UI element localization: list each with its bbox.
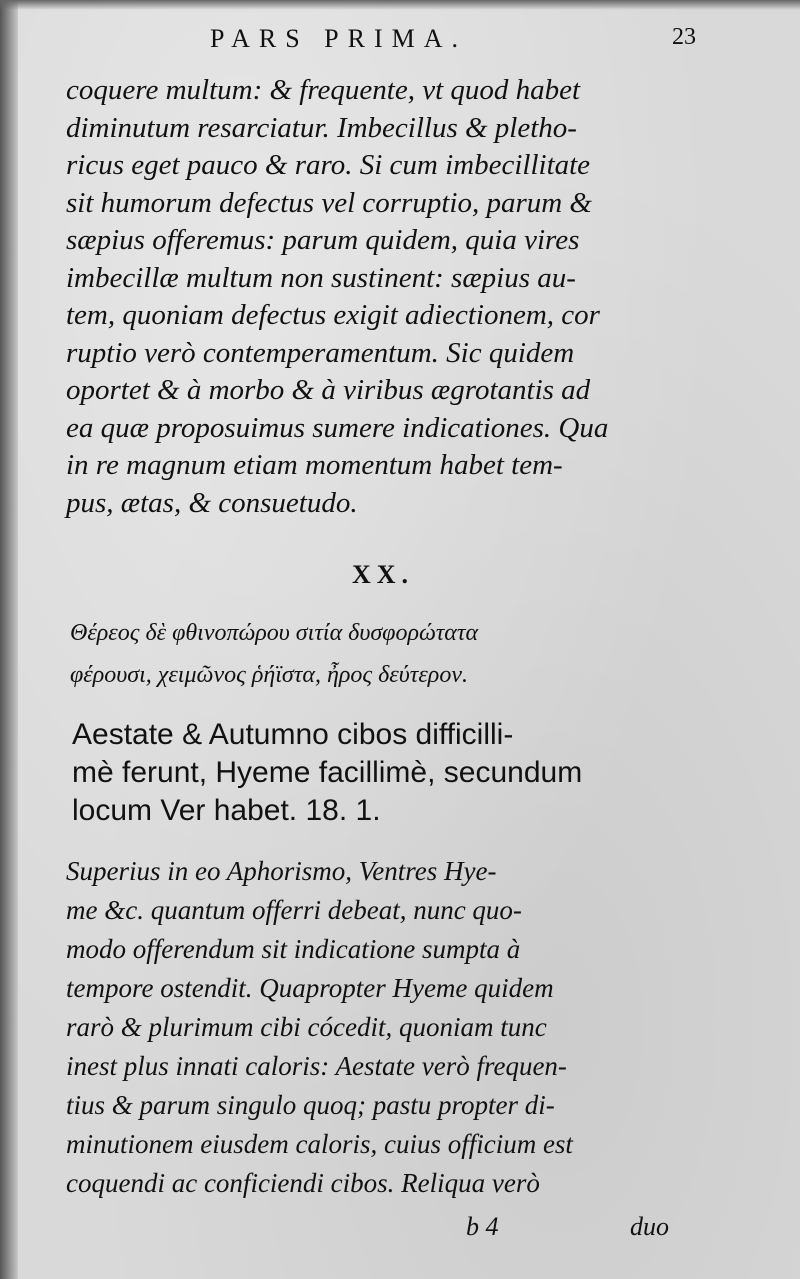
text-line: tem, quoniam defectus exigit adiectionem, cor — [66, 299, 600, 331]
text-line: pus, ætas, & consuetudo. — [66, 486, 358, 519]
commentary-line: tempore ostendit. Quapropter Hyeme quidem — [66, 973, 554, 1003]
commentary-line: minutionem eiusdem caloris, cuius officium est — [66, 1129, 573, 1159]
text-line: sæpius offeremus: parum quidem, quia vires — [66, 224, 580, 256]
page-number: 23 — [672, 24, 696, 50]
text-line: imbecillæ multum non sustinent: sæpius au- — [66, 261, 576, 294]
text-line: ea quæ proposuimus sumere indicationes. Qua — [66, 411, 609, 444]
commentary-line: me &c. quantum offerri debeat, nunc quo- — [66, 895, 522, 925]
section-number: XX. — [352, 560, 415, 589]
commentary-continued — [66, 72, 706, 522]
aphorism-line: mè ferunt, Hyeme facillimè, secundum — [72, 756, 583, 789]
catchword: duo — [630, 1212, 669, 1241]
greek-line: φέρουσι, χειμῶνος ῥήϊστα, ἦρος δεύτερον. — [70, 662, 468, 688]
text-line: diminutum resarciatur. Imbecillus & pletho- — [66, 111, 577, 144]
text-line: ricus eget pauco & raro. Si cum imbecillitate — [66, 149, 591, 181]
aphorism-line: Aestate & Autumno cibos difficilli- — [72, 718, 514, 751]
commentary-line: tius & parum singulo quoq; pastu propter di- — [66, 1090, 555, 1120]
commentary-line: rarò & plurimum cibi cócedit, quoniam tunc — [66, 1012, 547, 1042]
text-line: coquere multum: & frequente, vt quod habet — [66, 74, 581, 106]
greek-aphorism — [70, 612, 710, 696]
aphorism-line: locum Ver habet. 18. 1. — [72, 794, 381, 827]
latin-aphorism — [72, 716, 712, 830]
text-line: in re magnum etiam momentum habet tem- — [66, 449, 563, 481]
page-shadow-top — [0, 0, 800, 10]
text-line: sit humorum defectus vel corruptio, parum & — [66, 186, 592, 219]
page-header — [0, 24, 800, 64]
commentary-line: Superius in eo Aphorismo, Ventres Hye- — [66, 856, 497, 886]
running-head: PARS PRIMA. — [210, 24, 468, 53]
greek-line: Θέρεος δὲ φθινοπώρου σιτία δυσφορώτατα — [70, 620, 479, 646]
commentary — [66, 852, 706, 1203]
commentary-line: inest plus innati caloris: Aestate verò frequen- — [66, 1051, 567, 1081]
commentary-line: coquendi ac conficiendi cibos. Reliqua verò — [66, 1168, 540, 1198]
page-shadow-left — [0, 0, 18, 1279]
signature-mark: b 4 — [466, 1212, 499, 1241]
text-line: oportet & à morbo & à viribus ægrotantis ad — [66, 374, 591, 406]
page-footer — [0, 1212, 800, 1252]
text-line: ruptio verò contemperamentum. Sic quidem — [66, 336, 575, 369]
commentary-line: modo offerendum sit indicatione sumpta à — [66, 934, 521, 964]
